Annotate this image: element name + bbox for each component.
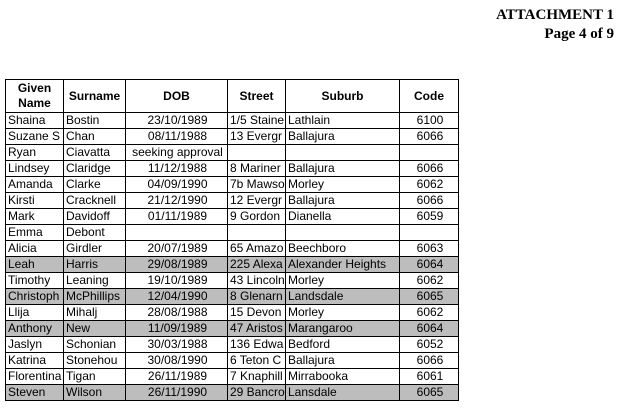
cell-street: 8 Mariner [228, 161, 286, 177]
cell-code: 6052 [400, 337, 459, 353]
cell-street: 12 Evergr [228, 193, 286, 209]
cell-street [228, 225, 286, 241]
cell-street: 6 Teton C [228, 353, 286, 369]
header-dob: DOB [126, 80, 228, 113]
table-row [6, 337, 459, 353]
cell-code: 6062 [400, 305, 459, 321]
cell-suburb: Ballajura [286, 193, 400, 209]
table-row [6, 129, 459, 145]
cell-suburb: Bedford [286, 337, 400, 353]
table-row [6, 273, 459, 289]
student-table [5, 79, 459, 401]
cell-suburb: Morley [286, 305, 400, 321]
cell-suburb: Morley [286, 177, 400, 193]
cell-surname: Harris [64, 257, 126, 273]
cell-street: 136 Edwa [228, 337, 286, 353]
cell-dob: 28/08/1988 [126, 305, 228, 321]
cell-code: 6066 [400, 129, 459, 145]
cell-given-name: Jaslyn [6, 337, 64, 353]
cell-suburb: Morley [286, 273, 400, 289]
attachment-header [496, 6, 614, 44]
cell-code: 6100 [400, 113, 459, 129]
cell-code: 6066 [400, 193, 459, 209]
cell-given-name: Kirsti [6, 193, 64, 209]
cell-given-name: Ryan [6, 145, 64, 161]
cell-dob: 01/11/1989 [126, 209, 228, 225]
cell-given-name: Florentina [6, 369, 64, 385]
table-row [6, 161, 459, 177]
cell-given-name: Alicia [6, 241, 64, 257]
cell-street: 8 Glenarn [228, 289, 286, 305]
table-row [6, 113, 459, 129]
cell-surname: Chan [64, 129, 126, 145]
cell-surname: Girdler [64, 241, 126, 257]
table-row [6, 225, 459, 241]
table-row [6, 369, 459, 385]
cell-street: 1/5 Staine [228, 113, 286, 129]
cell-code: 6063 [400, 241, 459, 257]
attachment-title: ATTACHMENT 1 [496, 7, 614, 23]
table-row [6, 193, 459, 209]
cell-given-name: Shaina [6, 113, 64, 129]
cell-dob: 12/04/1990 [126, 289, 228, 305]
cell-surname: Wilson [64, 385, 126, 401]
cell-suburb: Lathlain [286, 113, 400, 129]
cell-surname: Tigan [64, 369, 126, 385]
cell-suburb: Ballajura [286, 129, 400, 145]
cell-dob: 30/03/1988 [126, 337, 228, 353]
cell-suburb: Landsdale [286, 289, 400, 305]
cell-street: 7b Mawso [228, 177, 286, 193]
cell-street: 7 Knaphill [228, 369, 286, 385]
cell-dob: 20/07/1989 [126, 241, 228, 257]
cell-given-name: Anthony [6, 321, 64, 337]
cell-dob: 29/08/1989 [126, 257, 228, 273]
cell-surname: Davidoff [64, 209, 126, 225]
cell-code: 6064 [400, 257, 459, 273]
cell-suburb: Beechboro [286, 241, 400, 257]
cell-surname: Debont [64, 225, 126, 241]
cell-code: 6065 [400, 385, 459, 401]
cell-given-name: Lindsey [6, 161, 64, 177]
cell-dob: 08/11/1988 [126, 129, 228, 145]
cell-code: 6061 [400, 369, 459, 385]
cell-dob: 21/12/1990 [126, 193, 228, 209]
cell-code: 6065 [400, 289, 459, 305]
cell-street: 29 Bancro [228, 385, 286, 401]
cell-surname: Bostin [64, 113, 126, 129]
cell-given-name: Amanda [6, 177, 64, 193]
cell-dob [126, 225, 228, 241]
table-row [6, 177, 459, 193]
cell-street: 225 Alexa [228, 257, 286, 273]
cell-street: 9 Gordon [228, 209, 286, 225]
cell-suburb: Marangaroo [286, 321, 400, 337]
cell-surname: Mihalj [64, 305, 126, 321]
cell-dob: 11/09/1989 [126, 321, 228, 337]
cell-dob: 11/12/1988 [126, 161, 228, 177]
cell-street: 15 Devon [228, 305, 286, 321]
table-row [6, 289, 459, 305]
cell-given-name: Mark [6, 209, 64, 225]
header-given-name: Given Name [6, 80, 64, 113]
header-code: Code [400, 80, 459, 113]
cell-street [228, 145, 286, 161]
cell-suburb: Ballajura [286, 353, 400, 369]
cell-surname: Stonehou [64, 353, 126, 369]
cell-suburb [286, 225, 400, 241]
cell-suburb: Dianella [286, 209, 400, 225]
cell-dob: 04/09/1990 [126, 177, 228, 193]
cell-street: 43 Lincoln [228, 273, 286, 289]
cell-code: 6062 [400, 177, 459, 193]
cell-suburb [286, 145, 400, 161]
table-row [6, 305, 459, 321]
cell-given-name: Emma [6, 225, 64, 241]
header-suburb: Suburb [286, 80, 400, 113]
table-header-row [6, 80, 459, 113]
cell-dob: 19/10/1989 [126, 273, 228, 289]
cell-given-name: Katrina [6, 353, 64, 369]
table-row [6, 145, 459, 161]
cell-suburb: Ballajura [286, 161, 400, 177]
cell-given-name: Christoph [6, 289, 64, 305]
cell-code [400, 145, 459, 161]
header-surname: Surname [64, 80, 126, 113]
cell-code: 6064 [400, 321, 459, 337]
cell-given-name: Suzane S [6, 129, 64, 145]
header-street: Street [228, 80, 286, 113]
cell-street: 65 Amazo [228, 241, 286, 257]
table-row [6, 353, 459, 369]
cell-street: 13 Evergr [228, 129, 286, 145]
table-row [6, 209, 459, 225]
cell-street: 47 Aristos [228, 321, 286, 337]
cell-surname: Cracknell [64, 193, 126, 209]
cell-surname: Claridge [64, 161, 126, 177]
cell-dob: 26/11/1990 [126, 385, 228, 401]
cell-surname: New [64, 321, 126, 337]
page-number: Page 4 of 9 [544, 26, 614, 42]
table-row [6, 241, 459, 257]
cell-code: 6066 [400, 161, 459, 177]
cell-given-name: Timothy [6, 273, 64, 289]
cell-suburb: Mirrabooka [286, 369, 400, 385]
cell-given-name: Leah [6, 257, 64, 273]
cell-given-name: Steven [6, 385, 64, 401]
cell-dob: 30/08/1990 [126, 353, 228, 369]
cell-surname: Leaning [64, 273, 126, 289]
cell-surname: Clarke [64, 177, 126, 193]
table-row [6, 257, 459, 273]
cell-suburb: Alexander Heights [286, 257, 400, 273]
cell-code: 6059 [400, 209, 459, 225]
cell-given-name: Llija [6, 305, 64, 321]
cell-code [400, 225, 459, 241]
cell-code: 6062 [400, 273, 459, 289]
cell-dob: 23/10/1989 [126, 113, 228, 129]
table-row [6, 385, 459, 401]
table-row [6, 321, 459, 337]
cell-surname: Schonian [64, 337, 126, 353]
cell-surname: McPhillips [64, 289, 126, 305]
cell-dob: 26/11/1989 [126, 369, 228, 385]
cell-dob: seeking approval [126, 145, 228, 161]
cell-code: 6066 [400, 353, 459, 369]
cell-surname: Ciavatta [64, 145, 126, 161]
cell-suburb: Lansdale [286, 385, 400, 401]
